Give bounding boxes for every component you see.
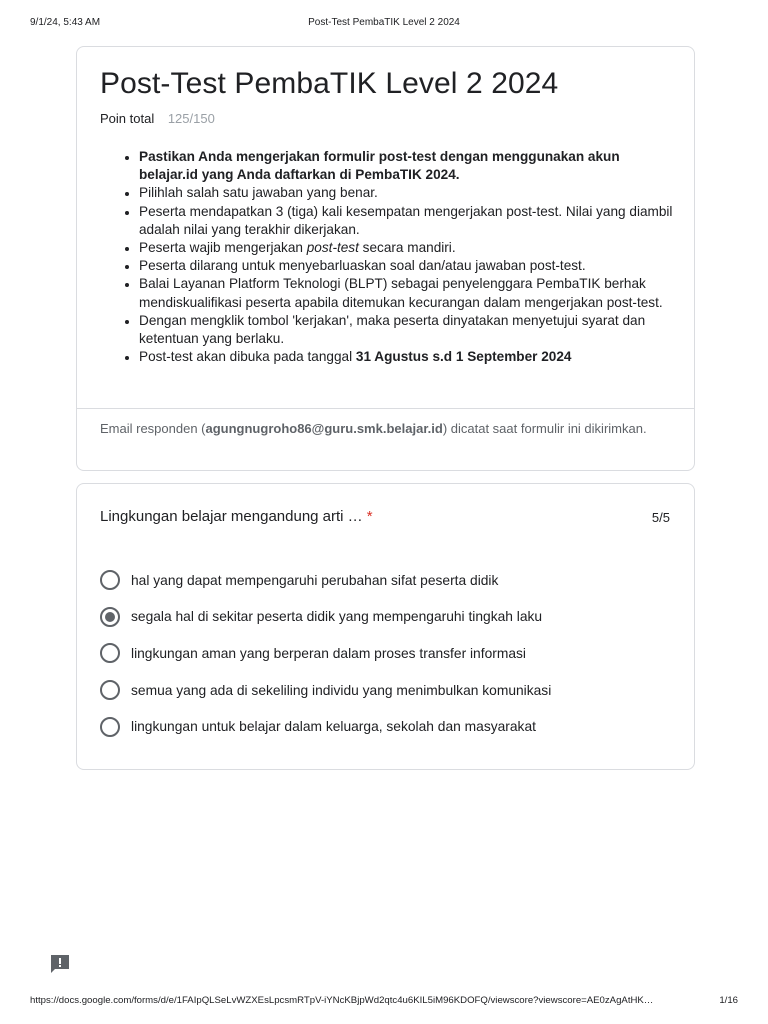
answer-option-label: segala hal di sekitar peserta didik yang mempengaruhi tingkah laku <box>131 609 543 625</box>
total-points-value: 125/150 <box>167 111 215 126</box>
question-title <box>100 508 373 525</box>
instruction-item <box>139 148 675 184</box>
email-note-prefix: Email responden ( <box>100 421 206 436</box>
instruction-item <box>139 275 675 311</box>
instruction-text: Peserta wajib mengerjakan <box>139 240 307 256</box>
radio-button[interactable] <box>100 680 120 700</box>
answer-option-label: hal yang dapat mempengaruhi perubahan sifat peserta didik <box>131 572 499 588</box>
feedback-icon <box>48 952 72 976</box>
total-points <box>100 111 215 126</box>
required-mark: * <box>366 508 373 525</box>
radio-button[interactable] <box>100 717 120 737</box>
answer-option[interactable] <box>100 708 660 745</box>
instruction-text: Pastikan Anda mengerjakan formulir post-test dengan menggunakan akun belajar.id yang Anda daftarkan di PembaTIK 2024. <box>139 149 620 183</box>
instruction-item <box>139 184 675 202</box>
radio-button[interactable] <box>100 643 120 663</box>
radio-button[interactable] <box>100 570 120 590</box>
instruction-text: Pilihlah salah satu jawaban yang benar. <box>139 185 378 201</box>
instruction-text: Peserta mendapatkan 3 (tiga) kali kesempatan mengerjakan post-test. Nilai yang diambil adalah nilai yang terakhir dikerjakan. <box>139 203 673 237</box>
question-text: Lingkungan belajar mengandung arti … <box>100 508 363 525</box>
form-title: Post-Test PembaTIK Level 2 2024 <box>100 67 559 100</box>
instructions <box>115 148 675 366</box>
instruction-list <box>115 148 675 366</box>
question-card <box>76 483 695 770</box>
instruction-text: Balai Layanan Platform Teknologi (BLPT) sebagai penyelenggara PembaTIK berhak mendiskualifikasi peserta apabila ditemukan kecurangan dalam mengerjakan post-test. <box>139 276 663 310</box>
instruction-text: post-test <box>306 240 359 256</box>
total-points-label: Poin total <box>100 111 155 126</box>
instruction-item <box>139 203 675 239</box>
feedback-button[interactable] <box>48 952 72 976</box>
instruction-text: 31 Agustus s.d 1 September 2024 <box>355 349 572 365</box>
print-title: Post-Test PembaTIK Level 2 2024 <box>308 17 460 28</box>
respondent-email: agungnugroho86@guru.smk.belajar.id <box>205 421 443 436</box>
question-score: 5/5 <box>651 510 670 525</box>
radio-selected[interactable] <box>100 607 120 627</box>
instruction-item <box>139 257 675 275</box>
answer-option[interactable] <box>100 635 660 672</box>
answer-option-label: lingkungan untuk belajar dalam keluarga, sekolah dan masyarakat <box>131 719 536 735</box>
instruction-item <box>139 239 675 257</box>
answer-option[interactable] <box>100 562 660 599</box>
page-number: 1/16 <box>719 995 738 1006</box>
page-url: https://docs.google.com/forms/d/e/1FAIpQLSeLvWZXEsLpcsmRTpV-iYNcKBjpWd2qtc4u6KIL5iM96KDOFQ/viewscore?viewscore=AE0zAgAtHK… <box>30 995 654 1006</box>
answer-option-label: semua yang ada di sekeliling individu yang menimbulkan komunikasi <box>131 682 552 698</box>
print-header <box>0 17 768 31</box>
instruction-item <box>139 312 675 348</box>
answer-option[interactable] <box>100 599 660 636</box>
print-datetime: 9/1/24, 5:43 AM <box>30 17 101 28</box>
answer-options <box>100 562 660 745</box>
instruction-item <box>139 348 675 366</box>
instruction-text: Post-test akan dibuka pada tanggal <box>139 349 356 365</box>
form-header-card <box>76 46 695 471</box>
email-note-suffix: ) dicatat saat formulir ini dikirimkan. <box>442 421 647 436</box>
answer-option-label: lingkungan aman yang berperan dalam proses transfer informasi <box>131 645 526 661</box>
instruction-text: secara mandiri. <box>358 240 456 256</box>
instruction-text: Dengan mengklik tombol 'kerjakan', maka peserta dinyatakan menyetujui syarat dan ketentuan yang berlaku. <box>139 312 646 347</box>
instruction-text: Peserta dilarang untuk menyebarluaskan soal dan/atau jawaban post-test. <box>139 258 586 274</box>
divider <box>77 408 694 409</box>
respondent-email-note <box>100 420 660 438</box>
answer-option[interactable] <box>100 672 660 709</box>
